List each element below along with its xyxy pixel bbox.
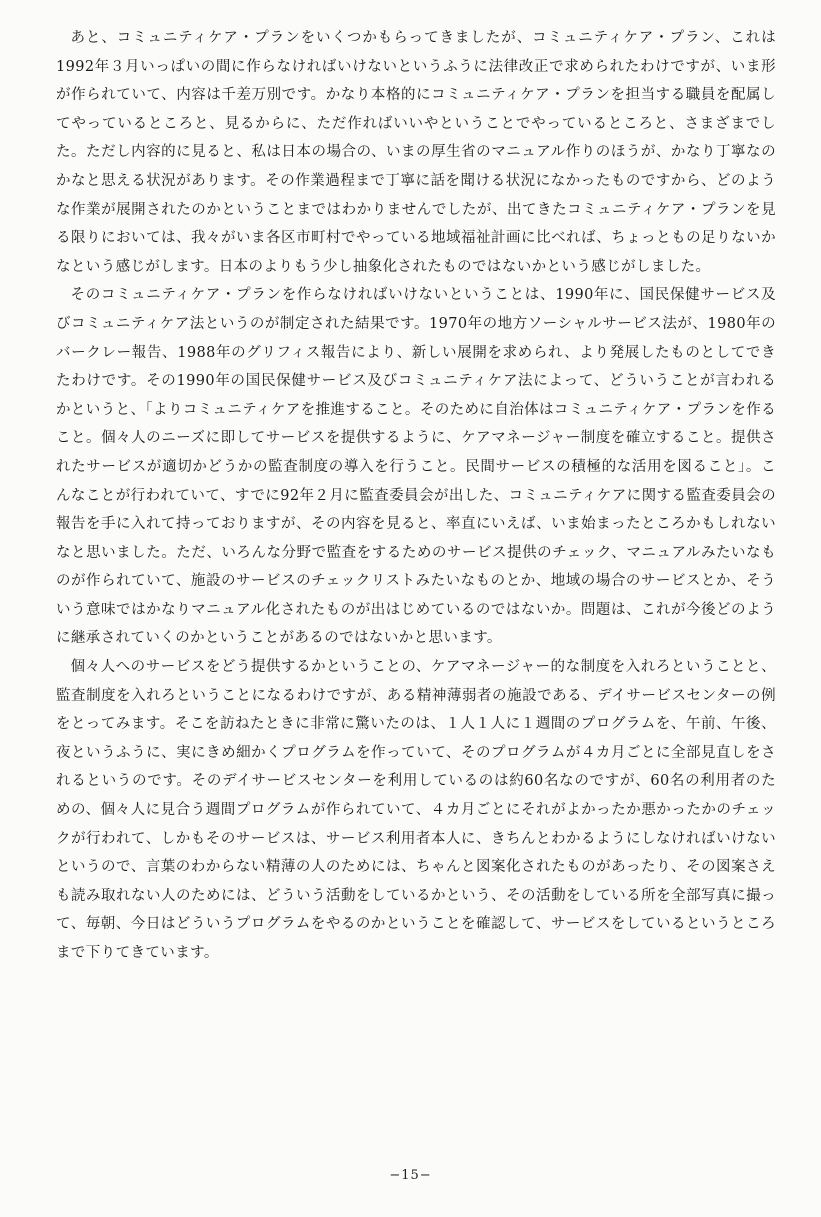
paragraph-1: あと、コミュニティケア・プランをいくつかもらってきましたが、コミュニティケア・プラン、これは1992年３月いっぱいの間に作らなければいけないというふうに法律改正で求められたわけですが、いま形が作られていて、内容は千差万別です。かなり本格的にコミュニティケア・プランを担当する職員を配属してやっているところと、見るからに、ただ作ればいいやということでやっているところと、さまざまでした。ただし内容的に見ると、私は日本の場合の、いまの厚生省のマニュアル作りのほうが、かなり丁寧なのかなと思える状況があります。その作業過程まで丁寧に話を聞ける状況になかったものですから、どのような作業が展開されたのかということまではわかりませんでしたが、出てきたコミュニティケア・プランを見る限りにおいては、我々がいま各区市町村でやっている地域福祉計画に比べれば、ちょっともの足りないかなという感じがします。日本のよりもう少し抽象化されたものではないかという感じがしました。 bbox=[56, 30, 776, 275]
body-text bbox=[56, 24, 776, 968]
page-number: −15− bbox=[389, 1168, 432, 1183]
paragraph-3: 個々人へのサービスをどう提供するかということの、ケアマネージャー的な制度を入れろということと、監査制度を入れろということになるわけですが、ある精神薄弱者の施設である、デイサービスセンターの例をとってみます。そこを訪ねたときに非常に驚いたのは、１人１人に１週間のプログラムを、午前、午後、夜というふうに、実にきめ細かくプログラムを作っていて、そのプログラムが４カ月ごとに全部見直しをされるというのです。そのデイサービスセンターを利用しているのは約60名なのですが、60名の利用者のための、個々人に見合う週間プログラムが作られていて、４カ月ごとにそれがよかったか悪かったかのチェックが行われて、しかもそのサービスは、サービス利用者本人に、きちんとわかるようにしなければいけないというので、言葉のわからない精薄の人のためには、ちゃんと図案化されたものがあったり、その図案さえも読み取れない人のためには、どういう活動をしているかという、その活動をしている所を全部写真に撮って、毎朝、今日はどういうプログラムをやるのかということを確認して、サービスをしているというところまで下りてきています。 bbox=[56, 659, 776, 961]
paragraph-2: そのコミュニティケア・プランを作らなければいけないということは、1990年に、国民保健サービス及びコミュニティケア法というのが制定された結果です。1970年の地方ソーシャルサービス法が、1980年のバークレー報告、1988年のグリフィス報告により、新しい展開を求められ、より発展したものとしてできたわけです。その1990年の国民保健サービス及びコミュニティケア法によって、どういうことが言われるかというと、「よりコミュニティケアを推進すること。そのために自治体はコミュニティケア・プランを作ること。個々人のニーズに即してサービスを提供するように、ケアマネージャー制度を確立すること。提供されたサービスが適切かどうかの監査制度の導入を行うこと。民間サービスの積極的な活用を図ること」。こんなことが行われていて、すでに92年２月に監査委員会が出した、コミュニティケアに関する監査委員会の報告を手に入れて持っておりますが、その内容を見ると、率直にいえば、いま始まったところかもしれないなと思いました。ただ、いろんな分野で監査をするためのサービス提供のチェック、マニュアルみたいなものが作られていて、施設のサービスのチェックリストみたいなものとか、地域の場合のサービスとか、そういう意味ではかなりマニュアル化されたものが出はじめているのではないか。問題は、これが今後どのように継承されていくのかということがあるのではないかと思います。 bbox=[56, 287, 776, 647]
